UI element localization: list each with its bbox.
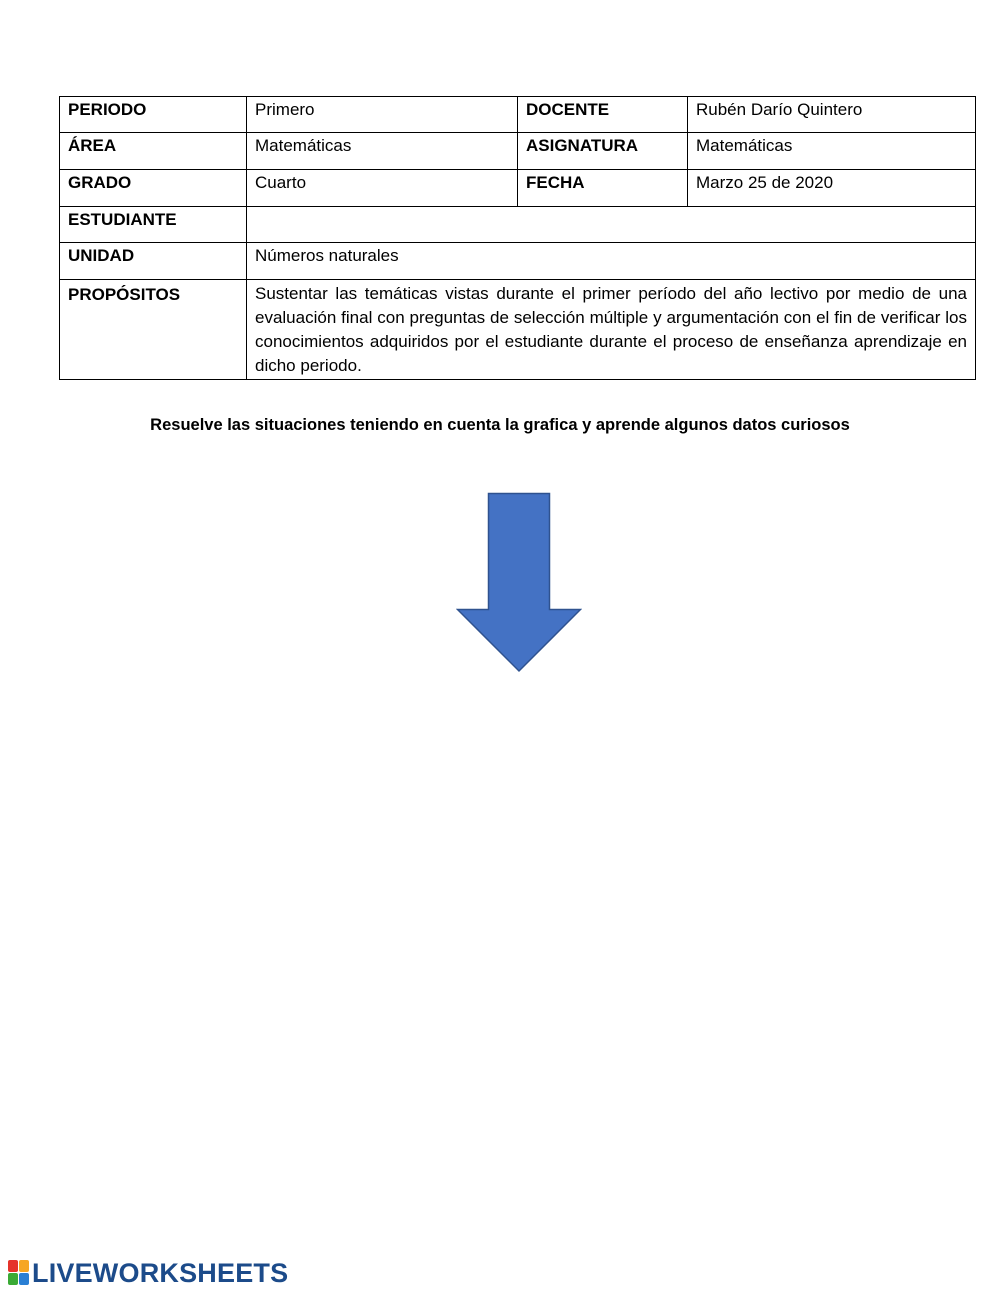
grado-value: Cuarto xyxy=(255,173,307,192)
grado-value-cell xyxy=(247,170,518,207)
area-label-cell xyxy=(60,133,247,170)
asignatura-label-cell xyxy=(518,133,688,170)
docente-label-cell xyxy=(518,97,688,133)
unidad-value-cell xyxy=(247,243,976,280)
area-label: ÁREA xyxy=(68,136,117,155)
unidad-label: UNIDAD xyxy=(68,246,135,265)
area-value-cell xyxy=(247,133,518,170)
header-info-table xyxy=(59,96,976,380)
asignatura-value-cell xyxy=(688,133,976,170)
estudiante-value[interactable] xyxy=(255,207,967,208)
periodo-value-cell xyxy=(247,97,518,133)
grado-label: GRADO xyxy=(68,173,132,192)
table-row-area xyxy=(60,133,976,170)
unidad-value: Números naturales xyxy=(255,246,399,265)
propositos-label-cell xyxy=(60,280,247,380)
docente-value: Rubén Darío Quintero xyxy=(696,100,863,119)
periodo-label-cell xyxy=(60,97,247,133)
table-row-periodo xyxy=(60,97,976,133)
liveworksheets-brand-text: LIVEWORKSHEETS xyxy=(32,1258,289,1288)
down-arrow-icon xyxy=(456,492,582,673)
grado-label-cell xyxy=(60,170,247,207)
estudiante-value-cell[interactable] xyxy=(247,207,976,243)
fecha-value: Marzo 25 de 2020 xyxy=(696,173,834,192)
liveworksheets-badge-icon xyxy=(8,1260,30,1286)
fecha-value-cell xyxy=(688,170,976,207)
propositos-label: PROPÓSITOS xyxy=(68,285,181,304)
estudiante-label: ESTUDIANTE xyxy=(68,210,177,229)
table-row-propositos xyxy=(60,280,976,380)
propositos-value-cell xyxy=(247,280,976,380)
down-arrow-shape xyxy=(458,494,581,672)
propositos-value: Sustentar las temáticas vistas durante el primer período del año lectivo por medio de una evaluación final con preguntas de selección múltiple y argumentación con el fin de verificar los conocimientos adquiridos por el estudiante durante el proceso de enseñanza aprendizaje en dicho periodo. xyxy=(255,284,967,375)
asignatura-label: ASIGNATURA xyxy=(526,136,639,155)
asignatura-value: Matemáticas xyxy=(696,136,793,155)
area-value: Matemáticas xyxy=(255,136,352,155)
periodo-label: PERIODO xyxy=(68,100,147,119)
instruction-text: Resuelve las situaciones teniendo en cuenta la grafica y aprende algunos datos curiosos xyxy=(150,416,850,434)
estudiante-label-cell xyxy=(60,207,247,243)
periodo-value: Primero xyxy=(255,100,315,119)
fecha-label-cell xyxy=(518,170,688,207)
fecha-label: FECHA xyxy=(526,173,585,192)
liveworksheets-logo[interactable] xyxy=(8,1258,288,1288)
table-row-estudiante xyxy=(60,207,976,243)
unidad-label-cell xyxy=(60,243,247,280)
table-row-unidad xyxy=(60,243,976,280)
table-row-grado xyxy=(60,170,976,207)
docente-label: DOCENTE xyxy=(526,100,610,119)
docente-value-cell xyxy=(688,97,976,133)
